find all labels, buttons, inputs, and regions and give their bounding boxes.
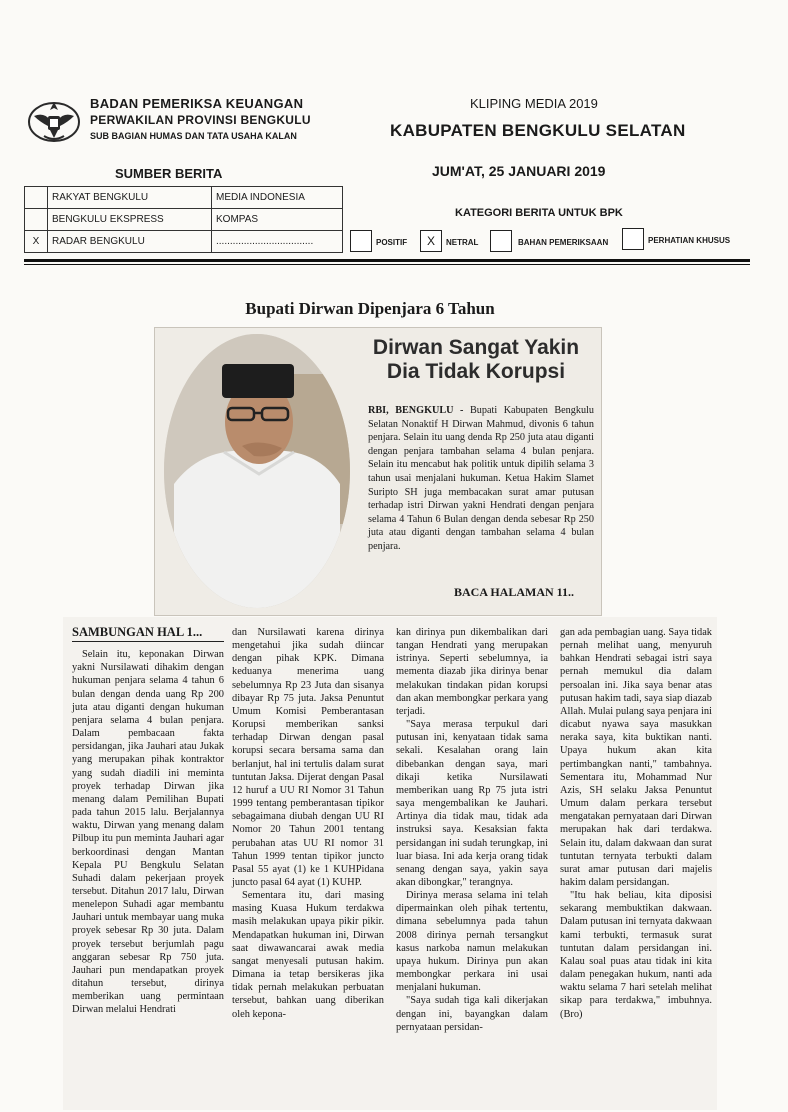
subheadline-line-2: Dia Tidak Korupsi bbox=[386, 360, 566, 383]
paragraph: dan Nursilawati karena dirinya mengetahui jika sudah diincar dengan pihak KPK. Dimana keduanya menerima uang sebelumnya Rp 23 Juta dan sisanya dibayar Rp 75 juta. Jaksa Penuntut Umum Komisi Pemberantasan Korupsi memberikan sanksi terhadap Dirwan dengan pasal korupsi secara bersama sama dan berlanjut, hal ini tertulis dalam surat tuntutan Jaksa. Dijerat dengan Pasal 12 huruf a UU RI Nomor 31 Tahun 1999 tentang pemberantasan tipikor sebagaimana diubah dengan UU RI Nomor 20 Tahun 2001 tentang perubahan atas UU RI nomor 31 Tahun 1999 tentan tipikor juncto Pasal 55 ayat (1) ke 1 KUHPidana juncto pasal 64 ayat (1) KUHP. bbox=[232, 627, 384, 888]
paragraph: gan ada pembagian uang. Saya tidak pernah melihat uang, menyuruh bahkan Hendrati sebagai istri saya pernah memukul dia dalam persoalan ini. Jika saya benar atas putusan hakim tadi, saya siap diazab Allah. Mulai pulang saya penjara ini dicabut nyawa saya masukkan neraka saya, kita buktikan nanti. Upaya hukum akan kita pertimbangkan nanti," tambahnya. Sementara itu, Mohammad Nur Azis, SH selaku Jaksa Penuntut Umum dalam perkara tersebut mengatakan pernyataan dari Dirwan merupakan hak dari terdakwa. Selain itu, dalam dakwaan dan surat tuntutan ternyata terbukti dalam surat amar putusan dari majelis hakim dalam persidangan. bbox=[560, 627, 712, 888]
article-column-2 bbox=[232, 626, 384, 1021]
paragraph: "Itu hak beliau, kita diposisi sekarang membuktikan dakwaan. Dalam putusan ini ternyata dakwaan kami terbukti, termasuk surat tuntutan dalam persidangan ini. Kalau soal puas atau tidak ini kita dalam penegakan hukum, nanti ada waktu selama 7 hari setelah melihat sikap para terdakwa," imbuhnya. (Bro) bbox=[560, 890, 712, 1020]
paragraph: kan dirinya pun dikembalikan dari tangan Hendrati yang merupakan istrinya. Seperti sebelumnya, ia mementa diazab jika dirinya benar melakukan tindakan pidan korupsi dan akan membongkar perkara yang terjadi. bbox=[396, 627, 548, 717]
category-label: PERHATIAN KHUSUS bbox=[648, 236, 731, 245]
category-checkbox-positif bbox=[350, 230, 372, 252]
source-name: KOMPAS bbox=[212, 209, 343, 231]
category-checkbox-netral: X bbox=[420, 230, 442, 252]
region-title: KABUPATEN BENGKULU SELATAN bbox=[390, 121, 686, 140]
source-name: MEDIA INDONESIA bbox=[212, 187, 343, 209]
org-division: SUB BAGIAN HUMAS DAN TATA USAHA KALAN bbox=[90, 131, 297, 141]
source-row bbox=[25, 187, 343, 209]
sources-title: SUMBER BERITA bbox=[115, 166, 223, 181]
source-name: ................................... bbox=[212, 231, 343, 253]
paragraph: "Saya merasa terpukul dari putusan ini, kenyataan tidak sama sekali. Kesalahan orang lain dibebankan dengan saya, mari dikaji ketika Nursilawati memberikan uang Rp 75 juta istri saya mengembalikan ke Jauhari. Artinya dia tidak mau, tidak ada instruksi saya. Kesaksian fakta persidangan ini sudah terungkap, ini luar biasa. Ini ada kerja orang tidak senang dengan saya, yakin saya akan dibongkar," terangnya. bbox=[396, 719, 548, 888]
category-checkbox-perhatian-khusus bbox=[622, 228, 644, 250]
source-checkbox bbox=[25, 209, 48, 231]
source-checkbox bbox=[25, 187, 48, 209]
org-name: BADAN PEMERIKSA KEUANGAN bbox=[90, 96, 304, 111]
category-label: NETRAL bbox=[446, 238, 479, 247]
paragraph: "Saya sudah tiga kali dikerjakan dengan ini, bayangkan dalam pernyataan persidan- bbox=[396, 995, 548, 1033]
category-label: BAHAN PEMERIKSAAN bbox=[518, 238, 609, 247]
category-title: KATEGORI BERITA UNTUK BPK bbox=[455, 207, 623, 219]
continuation-heading: SAMBUNGAN HAL 1... bbox=[72, 626, 224, 642]
lead-paragraph bbox=[368, 404, 594, 554]
source-row bbox=[25, 231, 343, 253]
sources-table bbox=[24, 186, 343, 253]
date-label: JUM'AT, 25 JANUARI 2019 bbox=[432, 163, 606, 179]
dateline: RBI, BENGKULU - bbox=[368, 405, 470, 416]
category-checkbox-bahan-pemeriksaan bbox=[490, 230, 512, 252]
paragraph: Sementara itu, dari masing masing Kuasa Hukum terdakwa masih melakukan upaya pikir pikir. Mendapatkan hukuman ini, Dirwan saat diwawancarai awak media sangat menyesali putusan hakim. Dimana ia tetap bersikeras jika tidak pernah melakukan perbuatan tersebut, bahkan uang diberikan oleh kepona- bbox=[232, 890, 384, 1020]
continued-note: BACA HALAMAN 11.. bbox=[454, 585, 575, 599]
org-branch: PERWAKILAN PROVINSI BENGKULU bbox=[90, 113, 311, 127]
lead-text: Bupati Kabupaten Bengkulu Selatan Nonaktif H Dirwan Mahmud, divonis 6 tahun penjara. Selain itu uang denda Rp 250 juta atau diganti dengan penjara tambahan selama 4 bulan penjara. Selain itu mencabut hak politik untuk dipilih selama 3 tahun usai menjalani hukuman. Ketua Hakim Slamet Suripto SH juga membacakan surat amar putusan terhadap istri Dirwan yakni Hendrati dengan penjara selama 4 Tahun 6 Bulan dengan denda sebesar Rp 250 juta atau diganti dengan tambahan selama 4 bulan penjara. bbox=[368, 405, 594, 552]
subheadline bbox=[356, 336, 596, 384]
garuda-emblem-logo bbox=[26, 92, 82, 148]
portrait-photo bbox=[164, 334, 350, 608]
paragraph: Dirinya merasa selama ini telah dipermainkan oleh pihak tertentu, dimana sebelumnya pada tahun 2008 dirinya pernah tersangkut kasus narkoba namun melakukan upaya hukum. Dirinya pun akan membongkar perkara ini usai menjalani hukuman. bbox=[396, 890, 548, 994]
header-divider bbox=[24, 264, 750, 265]
source-row bbox=[25, 209, 343, 231]
category-label: POSITIF bbox=[376, 238, 408, 247]
subheadline-line-1: Dirwan Sangat Yakin bbox=[372, 336, 580, 359]
article-column-4 bbox=[560, 626, 712, 1021]
source-name: BENGKULU EKSPRESS bbox=[48, 209, 212, 231]
source-name: RAKYAT BENGKULU bbox=[48, 187, 212, 209]
article-column-1 bbox=[72, 626, 224, 1017]
kliping-title: KLIPING MEDIA 2019 bbox=[470, 96, 598, 111]
header-divider bbox=[24, 259, 750, 262]
source-checkbox: X bbox=[25, 231, 48, 253]
article-headline: Bupati Dirwan Dipenjara 6 Tahun bbox=[245, 299, 495, 318]
paragraph: Selain itu, keponakan Dirwan yakni Nursilawati dihakim dengan hukuman penjara selama 4 tahun 6 bulan dengan denda uang Rp 200 juta atau diganti dengan hukuman penjara selama 4 bulan penjara. Dalam pembacaan fakta persidangan, jika Jauhari atau Jukak yang merupakan pihak kontraktor yang sudah diadili ini meminta proyek terhadap Dirwan jika menang dalam Pemilihan Bupati pada tahun 2015 lalu. Berjalannya waktu, Dirwan yang menang dalam Pilbup itu pun meminta Jauhari agar berkoordinasi dengan Mantan Kepala PU Bengkulu Selatan Suhadi dalam pekerjaan proyek tersebut. Ditahun 2017 lalu, Dirwan menelepon Suhadi agar membantu Jauhari untuk membayar uang muka proyek sebesar Rp 30 juta. Dalam proyek tersebut berjumlah pagu anggaran sebesar Rp 750 juta. Jauhari pun mendapatkan proyek ditahun tersebut, dirinya memberikan uang permintaan Dirwan melalui Hendrati bbox=[72, 649, 224, 1016]
source-name: RADAR BENGKULU bbox=[48, 231, 212, 253]
article-column-3 bbox=[396, 626, 548, 1034]
